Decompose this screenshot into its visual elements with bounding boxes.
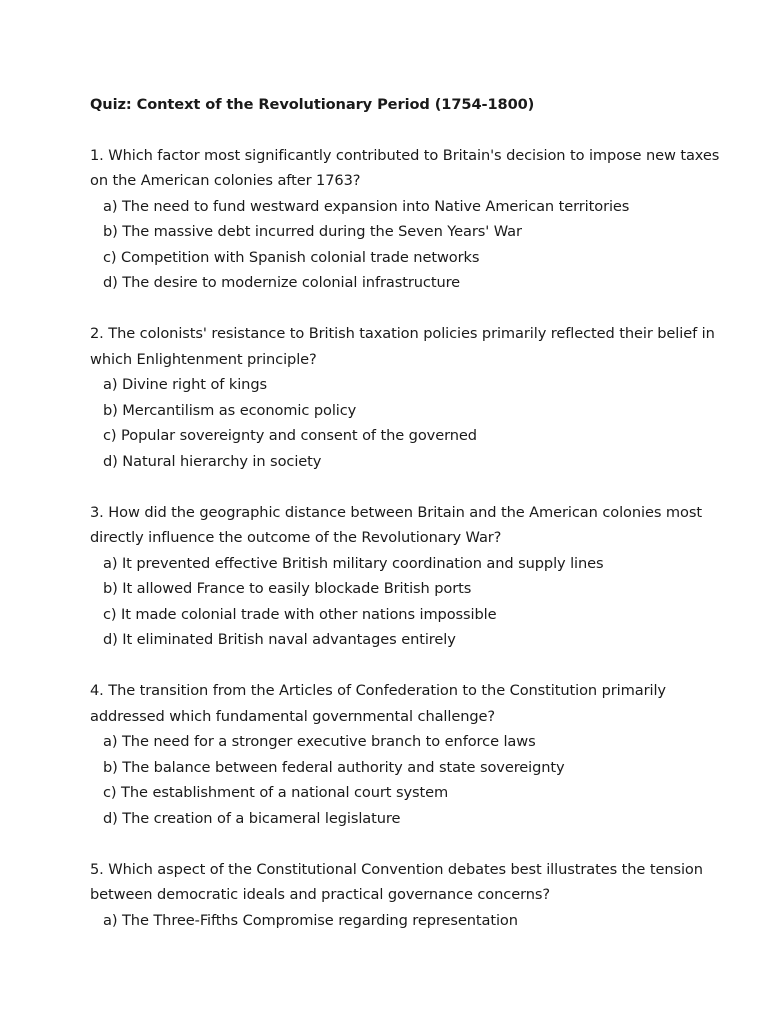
question-text: 5. Which aspect of the Constitutional Convention debates best illustrates the tension between democratic ideals and practical governance concerns? (90, 860, 703, 903)
answer-option: d) It eliminated British naval advantages entirely (103, 631, 456, 648)
answer-option: b) The balance between federal authority and state sovereignty (103, 758, 565, 776)
answer-option: b) Mercantilism as economic policy (103, 401, 357, 419)
question-4 (90, 678, 730, 831)
quiz-title: Quiz: Context of the Revolutionary Period (1754-1800) (90, 96, 535, 113)
answer-option: c) Competition with Spanish colonial trade networks (103, 248, 480, 266)
question-1 (90, 143, 730, 296)
answer-option: c) The establishment of a national court system (103, 784, 449, 801)
answer-option: a) The need for a stronger executive branch to enforce laws (103, 733, 536, 750)
answer-option: c) It made colonial trade with other nations impossible (103, 605, 497, 623)
question-3 (90, 500, 730, 653)
answer-option: d) The desire to modernize colonial infrastructure (103, 274, 461, 291)
answer-option: d) Natural hierarchy in society (103, 452, 322, 470)
answer-option: d) The creation of a bicameral legislature (103, 809, 401, 827)
question-2 (90, 321, 730, 474)
answer-option: b) It allowed France to easily blockade British ports (103, 580, 472, 597)
question-text: 3. How did the geographic distance between Britain and the American colonies most directly influence the outcome of the Revolutionary War? (90, 503, 702, 546)
question-text: 2. The colonists' resistance to British taxation policies primarily reflected their belief in which Enlightenment principle? (90, 325, 715, 368)
answer-option: b) The massive debt incurred during the Seven Years' War (103, 223, 522, 240)
question-text: 1. Which factor most significantly contributed to Britain's decision to impose new taxes on the American colonies after 1763? (90, 146, 720, 189)
answer-option: a) The need to fund westward expansion into Native American territories (103, 197, 630, 215)
quiz-document (90, 92, 730, 959)
answer-option: a) The Three-Fifths Compromise regarding representation (103, 911, 518, 929)
answer-option: c) Popular sovereignty and consent of the governed (103, 427, 477, 444)
question-5 (90, 857, 730, 934)
question-text: 4. The transition from the Articles of Confederation to the Constitution primarily addressed which fundamental governmental challenge? (90, 682, 666, 725)
answer-option: a) It prevented effective British military coordination and supply lines (103, 554, 604, 572)
answer-option: a) Divine right of kings (103, 376, 267, 393)
